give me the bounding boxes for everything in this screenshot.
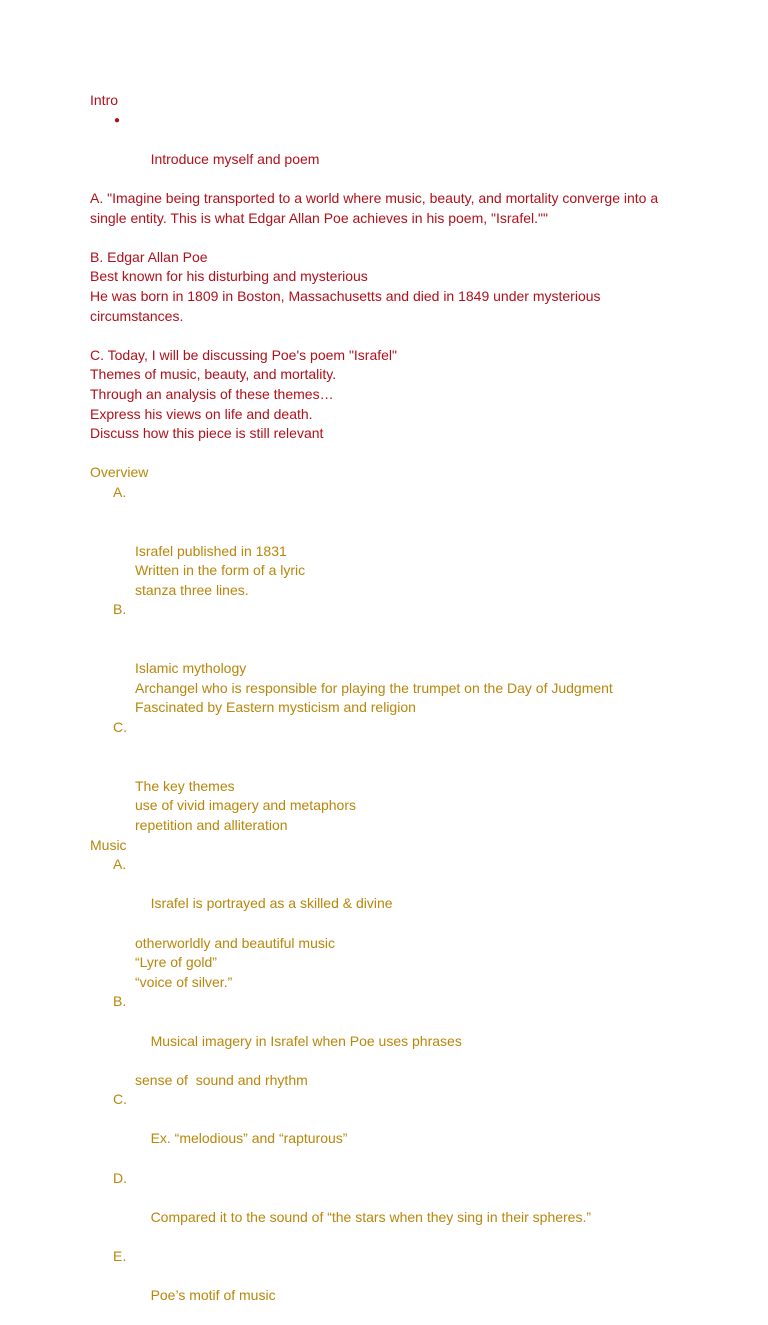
- list-marker: A.: [113, 483, 127, 500]
- overview-line: Fascinated by Eastern mysticism and religion: [135, 699, 416, 716]
- intro-b-line: He was born in 1809 in Boston, Massachusetts and died in 1849 under mysterious: [90, 287, 601, 304]
- music-list-item: [90, 1169, 690, 1247]
- list-marker: D.: [113, 1169, 127, 1186]
- intro-bullet-item: [90, 111, 690, 189]
- music-item-text: Compared it to the sound of “the stars when they sing in their spheres.”: [150, 1208, 592, 1225]
- list-marker: A.: [113, 856, 127, 873]
- music-item-continuation: “Lyre of gold”: [135, 954, 217, 971]
- intro-heading: Intro: [90, 92, 119, 108]
- intro-c-line: Through an analysis of these themes…: [90, 385, 334, 402]
- music-heading: Music: [90, 836, 127, 853]
- music-item-continuation: “voice of silver.”: [135, 973, 233, 990]
- document-body: [90, 91, 690, 1325]
- intro-b-title: B. Edgar Allan Poe: [90, 248, 208, 265]
- blank-line: [90, 444, 690, 464]
- list-marker: C.: [113, 719, 127, 735]
- overview-section-marker: [90, 600, 690, 659]
- intro-c-title: C. Today, I will be discussing Poe's poem "Israfel": [90, 346, 398, 363]
- overview-line: Written in the form of a lyric: [135, 562, 306, 579]
- overview-line: stanza three lines.: [135, 581, 249, 598]
- overview-line: use of vivid imagery and metaphors: [135, 797, 356, 814]
- intro-b-line: circumstances.: [90, 307, 184, 324]
- overview-section-marker: [90, 483, 690, 542]
- music-item-continuation: sense of sound and rhythm: [135, 1071, 308, 1088]
- intro-c-line: Themes of music, beauty, and mortality.: [90, 366, 337, 383]
- intro-bullet-text: Introduce myself and poem: [150, 150, 320, 167]
- intro-b-line: Best known for his disturbing and mysterious: [90, 268, 368, 285]
- intro-a-line-2: single entity. This is what Edgar Allan Poe achieves in his poem, "Israfel."": [90, 209, 548, 226]
- music-item-continuation: otherworldly and beautiful music: [135, 934, 335, 951]
- overview-heading: Overview: [90, 464, 149, 481]
- overview-line: Islamic mythology: [135, 660, 247, 677]
- bullet-icon: ●: [114, 114, 121, 126]
- music-item-text: Israfel is portrayed as a skilled & divine: [150, 895, 393, 912]
- music-item-text: Musical imagery in Israfel when Poe uses phrases: [150, 1032, 462, 1049]
- overview-line: Archangel who is responsible for playing the trumpet on the Day of Judgment: [135, 679, 613, 696]
- list-marker: B.: [113, 993, 127, 1010]
- music-list-item: [90, 992, 690, 1070]
- list-marker: C.: [113, 1091, 127, 1108]
- music-list-item: [90, 855, 690, 933]
- music-item-text: Ex. “melodious” and “rapturous”: [150, 1130, 348, 1147]
- intro-a-line-1: A. "Imagine being transported to a world where music, beauty, and mortality converge into a: [90, 189, 659, 206]
- music-item-text: Poe’s motif of music: [150, 1287, 276, 1304]
- list-marker: E.: [113, 1248, 127, 1265]
- overview-line: Israfel published in 1831: [135, 542, 287, 559]
- overview-line: repetition and alliteration: [135, 816, 288, 833]
- overview-section-marker: [90, 718, 690, 777]
- music-list-item: [90, 1247, 690, 1325]
- intro-c-line: Discuss how this piece is still relevant: [90, 425, 324, 442]
- overview-line: The key themes: [135, 777, 235, 794]
- blank-line: [90, 228, 690, 248]
- intro-c-line: Express his views on life and death.: [90, 405, 313, 422]
- list-marker: B.: [113, 601, 127, 618]
- blank-line: [90, 326, 690, 346]
- music-list-item: [90, 1090, 690, 1168]
